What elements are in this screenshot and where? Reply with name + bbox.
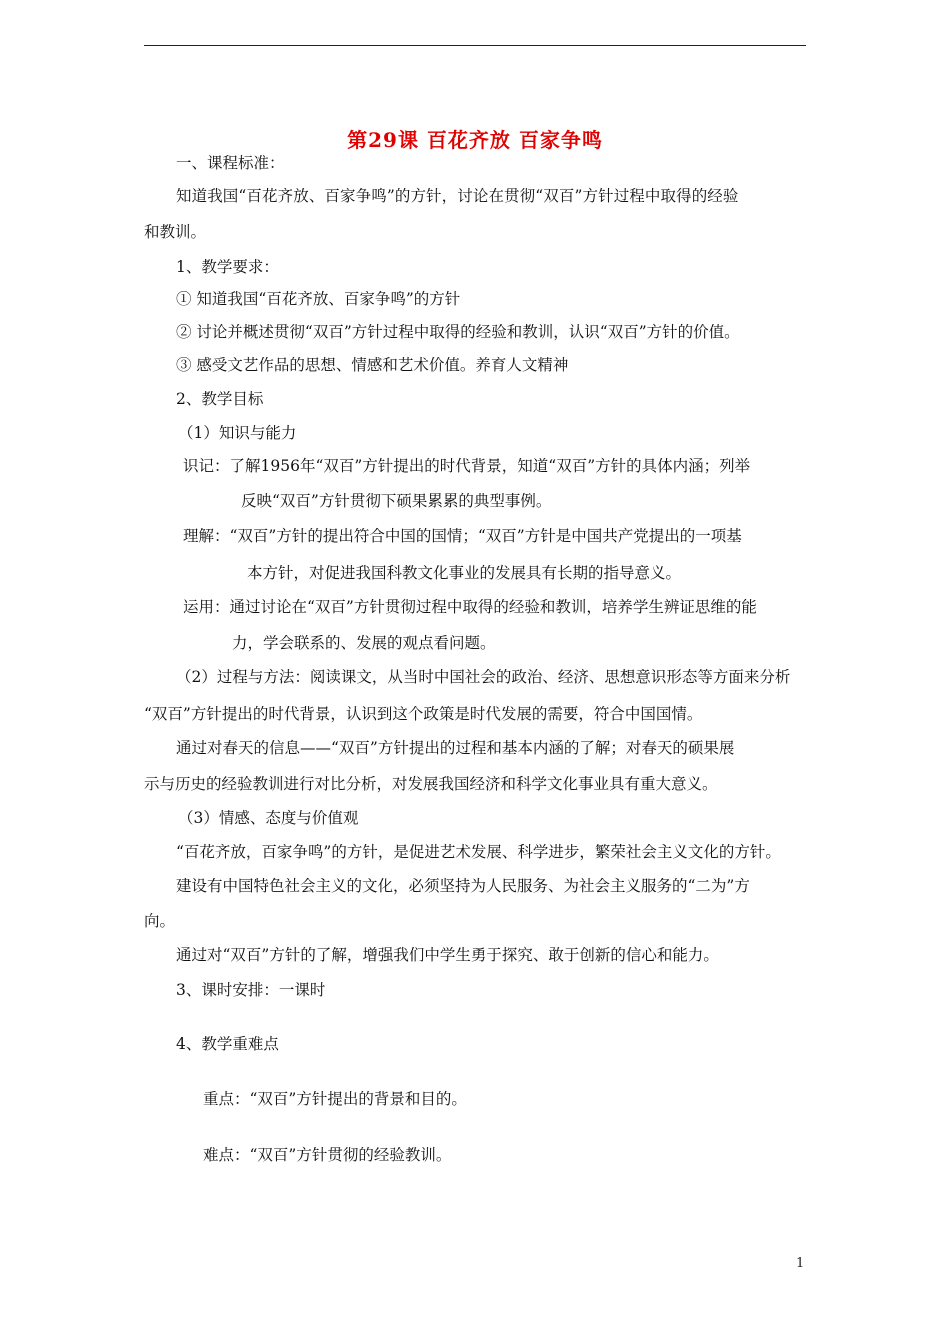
text-line: （1）知识与能力 [178, 424, 297, 442]
text-line: 运用：通过讨论在“双百”方针贯彻过程中取得的经验和教训，培养学生辨证思维的能 [183, 598, 757, 616]
text-line: 本方针，对促进我国科教文化事业的发展具有长期的指导意义。 [247, 564, 682, 582]
text-line: 一、课程标准： [176, 154, 285, 172]
text-line: 示与历史的经验教训进行对比分析，对发展我国经济和科学文化事业具有重大意义。 [144, 775, 718, 793]
text-line: 和教训。 [144, 223, 207, 241]
text-line: 难点：“双百”方针贯彻的经验教训。 [203, 1146, 452, 1164]
text-line: 反映“双百”方针贯彻下硕果累累的典型事例。 [241, 492, 552, 510]
text-line: 重点：“双百”方针提出的背景和目的。 [203, 1090, 467, 1108]
text-line: 通过对“双百”方针的了解，增强我们中学生勇于探究、敢于创新的信心和能力。 [176, 946, 719, 964]
text-line: （2）过程与方法：阅读课文，从当时中国社会的政治、经济、思想意识形态等方面来分析 [176, 668, 791, 686]
text-line: 1、教学要求： [176, 258, 279, 276]
text-line: 建设有中国特色社会主义的文化，必须坚持为人民服务、为社会主义服务的“二为”方 [176, 877, 750, 895]
text-line: 4、教学重难点 [176, 1035, 279, 1053]
text-line: （3）情感、态度与价值观 [178, 809, 359, 827]
text-line: ① 知道我国“百花齐放、百家争鸣”的方针 [176, 290, 461, 308]
text-line: 向。 [144, 912, 176, 930]
text-line: 2、教学目标 [176, 390, 264, 408]
text-line: ② 讨论并概述贯彻“双百”方针过程中取得的经验和教训，认识“双百”方针的价值。 [176, 323, 740, 341]
text-line: “百花齐放，百家争鸣”的方针，是促进艺术发展、科学进步，繁荣社会主义文化的方针。 [176, 843, 781, 861]
text-line: 力，学会联系的、发展的观点看问题。 [232, 634, 496, 652]
header-rule [144, 45, 806, 46]
text-line: 识记：了解1956年“双百”方针提出的时代背景，知道“双百”方针的具体内涵；列举 [183, 457, 751, 475]
text-line: ③ 感受文艺作品的思想、情感和艺术价值。养育人文精神 [176, 356, 569, 374]
text-line: 通过对春天的信息——“双百”方针提出的过程和基本内涵的了解；对春天的硕果展 [176, 739, 735, 757]
page-number: 1 [796, 1256, 805, 1271]
text-line: 理解：“双百”方针的提出符合中国的国情；“双百”方针是中国共产党提出的一项基 [183, 527, 742, 545]
text-line: 3、课时安排：一课时 [176, 981, 326, 999]
text-line: “双百”方针提出的时代背景，认识到这个政策是时代发展的需要，符合中国国情。 [144, 705, 703, 723]
text-line: 知道我国“百花齐放、百家争鸣”的方针，讨论在贯彻“双百”方针过程中取得的经验 [176, 187, 739, 205]
lesson-title: 第29课 百花齐放 百家争鸣 [347, 128, 603, 152]
